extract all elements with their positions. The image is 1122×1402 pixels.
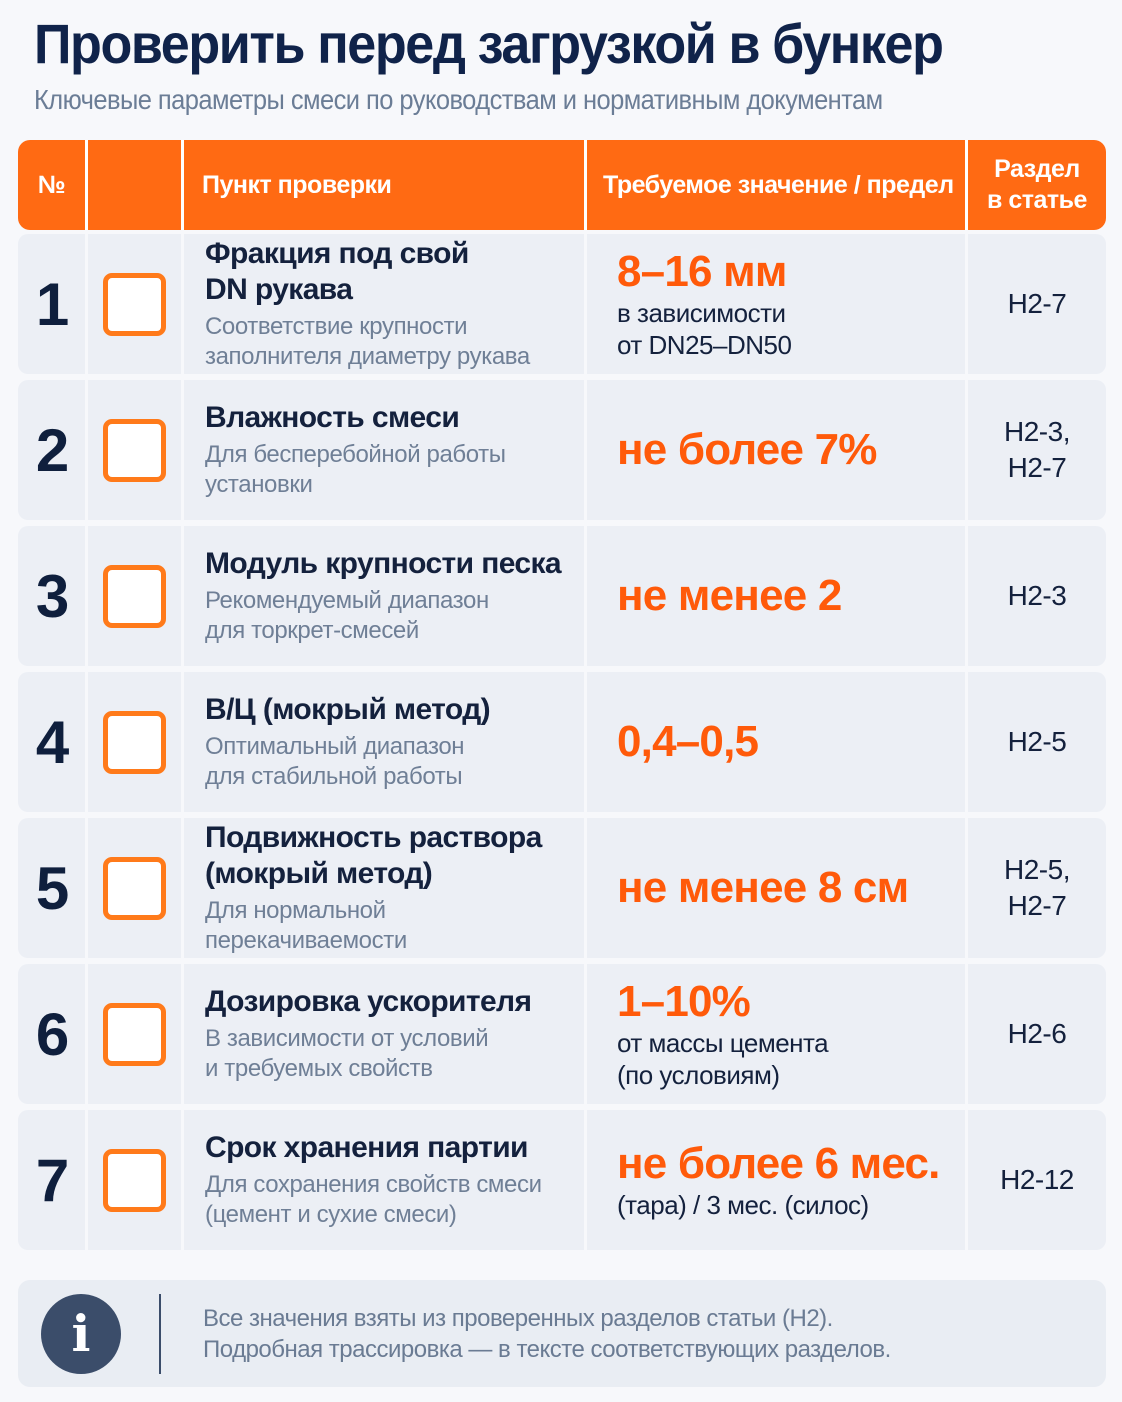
column-header-item: Пункт проверки: [184, 140, 587, 230]
check-item: [184, 964, 587, 1104]
column-header-num: №: [18, 140, 88, 230]
table-row: [18, 1110, 1106, 1250]
column-header-section-line1: Раздел: [994, 155, 1080, 183]
item-description-line: заполнителя диаметру рукава: [205, 343, 530, 370]
item-description: [205, 1024, 488, 1084]
item-title: [205, 820, 542, 892]
checkbox[interactable]: [103, 1149, 166, 1212]
article-section-ref: Н2-5: [1007, 726, 1067, 757]
check-item: [184, 526, 587, 666]
article-section: [968, 526, 1106, 666]
checkbox-cell: [88, 380, 184, 520]
row-number: 2: [18, 380, 88, 520]
column-header-section-line2: в статье: [987, 186, 1087, 214]
item-description-line: (цемент и сухие смеси): [205, 1201, 457, 1228]
item-description-line: Для нормальной перекачиваемости: [205, 897, 407, 954]
row-number: 5: [18, 818, 88, 958]
required-value: [587, 1110, 968, 1250]
checkbox[interactable]: [103, 419, 166, 482]
item-description-line: Для бесперебойной работы: [205, 441, 506, 468]
check-item: [184, 1110, 587, 1250]
table-header: [18, 140, 1106, 230]
value-note-line: (тара) / 3 мес. (силос): [617, 1190, 869, 1220]
footer-note: [203, 1303, 891, 1365]
checkbox-cell: [88, 526, 184, 666]
item-title-line: Влажность смеси: [205, 401, 460, 434]
article-section-ref: Н2-7: [1007, 890, 1067, 921]
row-number: 1: [18, 234, 88, 374]
item-description: [205, 896, 576, 956]
table-row: [18, 672, 1106, 812]
table-row: [18, 234, 1106, 374]
value-note: [617, 1189, 869, 1221]
required-value: [587, 818, 968, 958]
article-section-ref: Н2-6: [1007, 1018, 1067, 1049]
check-item: [184, 672, 587, 812]
item-title: [205, 236, 469, 308]
article-section-ref: Н2-7: [1007, 452, 1067, 483]
checklist-table: [18, 140, 1106, 1250]
checkbox[interactable]: [103, 1003, 166, 1066]
value-note-line: (по условиям): [617, 1060, 780, 1090]
value-main: 8–16 мм: [617, 247, 787, 296]
item-description-line: В зависимости от условий: [205, 1025, 489, 1052]
checkbox-cell: [88, 818, 184, 958]
article-section: [968, 1110, 1106, 1250]
item-description: [205, 440, 506, 500]
item-title: [205, 1130, 528, 1166]
checkbox[interactable]: [103, 273, 166, 336]
item-title-line: Срок хранения партии: [205, 1131, 528, 1164]
value-note: [617, 297, 791, 361]
value-main: не более 7%: [617, 425, 877, 474]
required-value: [587, 672, 968, 812]
article-section: [968, 818, 1106, 958]
checkbox-cell: [88, 672, 184, 812]
item-title: [205, 546, 561, 582]
table-row: [18, 818, 1106, 958]
page-subtitle: Ключевые параметры смеси по руководствам и нормативным документам: [34, 84, 883, 115]
info-icon: i: [41, 1294, 121, 1374]
header: [34, 8, 1094, 120]
article-section-ref: Н2-7: [1007, 288, 1067, 319]
value-main: не более 6 мес.: [617, 1139, 940, 1188]
column-header-value: Требуемое значение / предел: [587, 140, 968, 230]
article-section-ref: Н2-3,: [1004, 416, 1070, 447]
table-row: [18, 964, 1106, 1104]
article-section-ref: Н2-5,: [1004, 854, 1070, 885]
value-main: 1–10%: [617, 977, 751, 1026]
item-description: [205, 312, 530, 372]
row-number: 3: [18, 526, 88, 666]
info-footer: [18, 1280, 1106, 1387]
required-value: [587, 234, 968, 374]
item-title-line: (мокрый метод): [205, 857, 433, 890]
check-item: [184, 380, 587, 520]
table-row: [18, 526, 1106, 666]
item-description-line: Для сохранения свойств смеси: [205, 1171, 542, 1198]
item-description-line: и требуемых свойств: [205, 1055, 433, 1082]
item-title-line: DN рукава: [205, 273, 353, 306]
item-title-line: Дозировка ускорителя: [205, 985, 532, 1018]
row-number: 7: [18, 1110, 88, 1250]
checkbox[interactable]: [103, 565, 166, 628]
item-title-line: Подвижность раствора: [205, 821, 542, 854]
row-number: 6: [18, 964, 88, 1104]
required-value: [587, 526, 968, 666]
item-title: [205, 692, 490, 728]
item-title: [205, 400, 459, 436]
item-description-line: Соответствие крупности: [205, 313, 468, 340]
item-description-line: для торкрет-смесей: [205, 617, 419, 644]
table-row: [18, 380, 1106, 520]
checkbox-cell: [88, 234, 184, 374]
item-description: [205, 586, 489, 646]
page-title: Проверить перед загрузкой в бункер: [34, 12, 943, 75]
item-title-line: Фракция под свой: [205, 237, 469, 270]
item-description-line: Рекомендуемый диапазон: [205, 587, 489, 614]
row-number: 4: [18, 672, 88, 812]
article-section-ref: Н2-12: [1000, 1164, 1074, 1195]
article-section-ref: Н2-3: [1007, 580, 1067, 611]
value-note-line: в зависимости: [617, 298, 786, 328]
item-description: [205, 1170, 542, 1230]
item-description-line: для стабильной работы: [205, 763, 463, 790]
footer-note-line1: Все значения взяты из проверенных разделов статьи (Н2).: [203, 1304, 833, 1332]
article-section: [968, 380, 1106, 520]
item-description: [205, 732, 464, 792]
check-item: [184, 818, 587, 958]
value-note-line: от DN25–DN50: [617, 330, 792, 360]
value-note: [617, 1027, 828, 1091]
checkbox[interactable]: [103, 711, 166, 774]
footer-divider: [159, 1294, 161, 1374]
column-header-check: [88, 140, 184, 230]
table-body: [18, 234, 1106, 1250]
item-title-line: В/Ц (мокрый метод): [205, 693, 491, 726]
check-item: [184, 234, 587, 374]
item-title-line: Модуль крупности песка: [205, 547, 561, 580]
checkbox[interactable]: [103, 857, 166, 920]
required-value: [587, 964, 968, 1104]
checkbox-cell: [88, 1110, 184, 1250]
article-section: [968, 234, 1106, 374]
column-header-section: [968, 140, 1106, 230]
article-section: [968, 672, 1106, 812]
item-description-line: установки: [205, 471, 313, 498]
value-main: не менее 2: [617, 571, 842, 620]
required-value: [587, 380, 968, 520]
item-description-line: Оптимальный диапазон: [205, 733, 465, 760]
checkbox-cell: [88, 964, 184, 1104]
value-main: не менее 8 см: [617, 863, 909, 912]
footer-note-line2: Подробная трассировка — в тексте соответствующих разделов.: [203, 1335, 891, 1363]
article-section: [968, 964, 1106, 1104]
item-title: [205, 984, 531, 1020]
value-note-line: от массы цемента: [617, 1028, 829, 1058]
value-main: 0,4–0,5: [617, 717, 759, 766]
